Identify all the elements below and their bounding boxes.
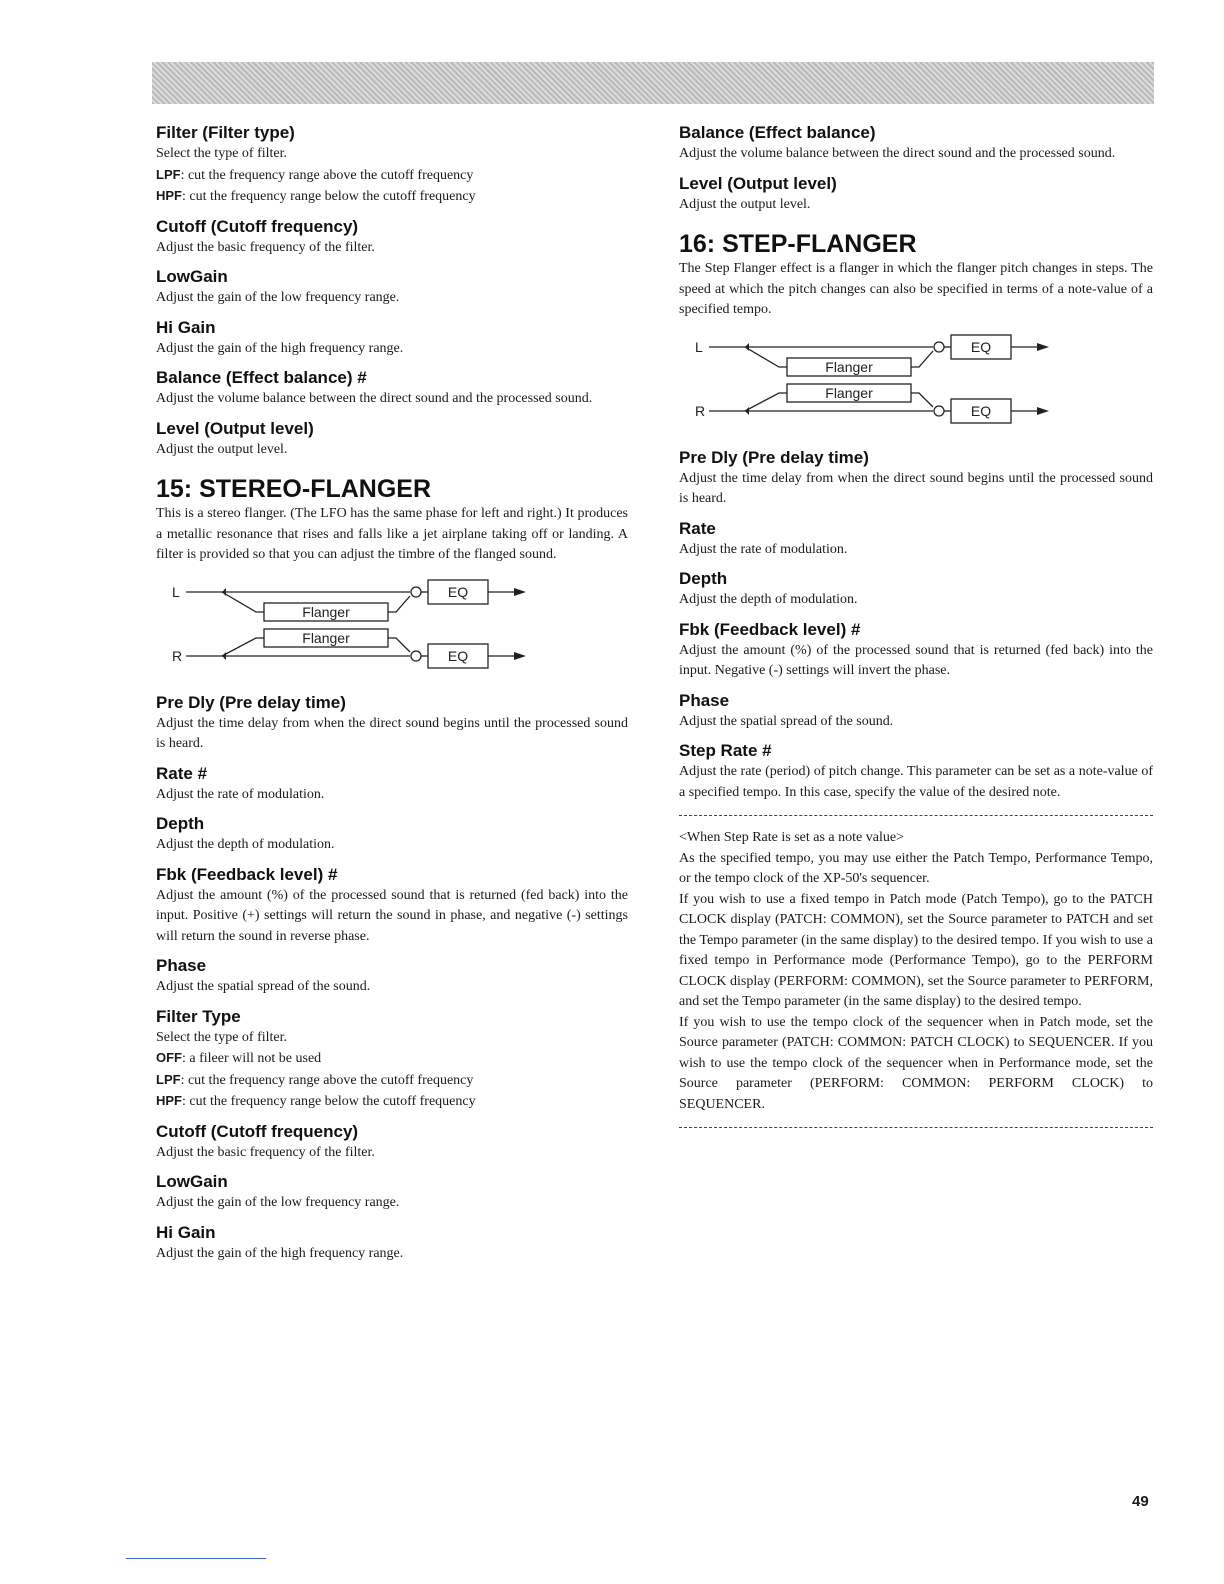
predly-heading: Pre Dly (Pre delay time): [156, 692, 346, 712]
depth-description: Adjust the depth of modulation.: [156, 837, 335, 852]
filter-lpf-line: LPF: cut the frequency range above the cutoff frequency: [156, 166, 474, 183]
note-divider-top: [679, 815, 1153, 816]
section-16-title: 16: STEP-FLANGER: [679, 230, 917, 258]
phase-heading: Phase: [156, 956, 207, 975]
fbk-description: Adjust the amount (%) of the processed sound that is returned (fed back) into the input. Negative (-) settings will invert the phase.: [679, 642, 1153, 678]
eq-label: EQ: [970, 402, 992, 419]
left-column: [156, 122, 628, 1264]
filter-type-heading: Filter Type: [156, 1006, 241, 1026]
predly-heading: Pre Dly (Pre delay time): [679, 447, 869, 467]
lowgain2-heading: LowGain: [156, 1172, 228, 1191]
filter-type-lpf-line: LPF: cut the frequency range above the cutoff frequency: [156, 1071, 474, 1088]
higain2-heading: Hi Gain: [156, 1222, 216, 1242]
level-heading: Level (Output level): [156, 418, 314, 438]
cutoff2-heading: Cutoff (Cutoff frequency): [156, 1121, 359, 1141]
depth-description: Adjust the depth of modulation.: [679, 592, 858, 607]
balance-heading: Balance (Effect balance) #: [156, 368, 367, 387]
depth-heading: Depth: [679, 569, 728, 588]
diagram-label-r: R: [172, 647, 183, 664]
higain2-description: Adjust the gain of the high frequency range.: [156, 1245, 404, 1261]
lowgain2-description: Adjust the gain of the low frequency range.: [156, 1195, 400, 1210]
higain-heading: Hi Gain: [156, 317, 216, 337]
rate-description: Adjust the rate of modulation.: [156, 786, 325, 802]
filter-type-off-line: OFF: a fileer will not be used: [156, 1050, 322, 1066]
filter-type-hpf-line: HPF: cut the frequency range below the cutoff frequency: [156, 1093, 476, 1109]
note-heading: <When Step Rate is set as a note value>: [679, 830, 904, 845]
predly-description: Adjust the time delay from when the direct sound begins until the processed sound is heard.: [679, 470, 1153, 506]
header-banner: [152, 62, 1154, 104]
arrow-icon: [514, 652, 526, 660]
arrow-icon: [514, 588, 526, 596]
step-rate-description: Adjust the rate (period) of pitch change. This parameter can be set as a note-value of a specified tempo. In this case, specify the value of the desired note.: [679, 764, 1153, 800]
rate-heading: Rate #: [156, 763, 208, 783]
note-paragraph-2: If you wish to use a fixed tempo in Patch mode (Patch Tempo), go to the PATCH CLOCK display (PATCH: COMMON), set the Source parameter to PATCH and set the Tempo parameter (in the same display) to the desired tempo. If you wish to use a fixed tempo in Performance mode (Performance Tempo), go to the PERFORM CLOCK display (PERFORM: COMMON), set the Source parameter to PERFORM, and set the Tempo parameter (in the same display) to the desired tempo.: [679, 891, 1153, 1009]
section-15-description: This is a stereo flanger. (The LFO has the same phase for left and right.) It produces a metallic resonance that rises and falls like a jet airplane taking off or landing. A filter is provided so that you can adjust the timbre of the flanged sound.: [156, 506, 628, 562]
rate-heading: Rate: [679, 518, 716, 538]
flanger-label: Flanger: [825, 384, 873, 401]
level-heading: Level (Output level): [679, 173, 837, 193]
note-divider-bottom: [679, 1127, 1153, 1128]
step-flanger-diagram: [679, 329, 1153, 441]
cutoff-description: Adjust the basic frequency of the filter.: [156, 239, 375, 255]
fbk-heading: Fbk (Feedback level) #: [679, 619, 861, 639]
lowgain-description: Adjust the gain of the low frequency range.: [156, 290, 400, 305]
level-description: Adjust the output level.: [679, 196, 811, 212]
diagram-label-r: R: [695, 402, 706, 419]
level-description: Adjust the output level.: [156, 441, 288, 457]
predly-description: Adjust the time delay from when the direct sound begins until the processed sound is heard.: [156, 715, 628, 751]
arrow-icon: [1037, 407, 1049, 415]
phase-heading: Phase: [679, 690, 730, 710]
diagram-label-l: L: [695, 338, 703, 355]
fbk-description: Adjust the amount (%) of the processed sound that is returned (fed back) into the input. Positive (+) settings will return the sound in phase, and negative (-) settings will return the sound in reverse phase.: [156, 887, 628, 944]
footer-rule: [126, 1558, 266, 1559]
filter-heading: Filter (Filter type): [156, 123, 295, 142]
flanger-label: Flanger: [302, 629, 350, 646]
right-column: [679, 122, 1153, 1140]
depth-heading: Depth: [156, 814, 205, 833]
step-rate-heading: Step Rate #: [679, 741, 772, 760]
cutoff2-description: Adjust the basic frequency of the filter.: [156, 1144, 375, 1160]
note-paragraph-1: As the specified tempo, you may use either the Patch Tempo, Performance Tempo, or the tempo clock of the XP-50's sequencer.: [679, 850, 1153, 886]
cutoff-heading: Cutoff (Cutoff frequency): [156, 216, 359, 236]
filter-type-description: Select the type of filter.: [156, 1029, 288, 1045]
diagram-label-l: L: [172, 583, 180, 600]
balance-description: Adjust the volume balance between the direct sound and the processed sound.: [679, 146, 1116, 161]
arrow-icon: [1037, 343, 1049, 351]
rate-description: Adjust the rate of modulation.: [679, 541, 848, 557]
note-paragraph-3: If you wish to use the tempo clock of the sequencer when in Patch mode, set the Source parameter (PATCH: COMMON: PATCH CLOCK) to SEQUENCER. If you wish to use the tempo clock of the sequencer when in Performance mode, set the Source parameter (PERFORM: COMMON: PERFORM CLOCK) to SEQUENCER.: [679, 1014, 1153, 1112]
page-number: 49: [1132, 1493, 1149, 1510]
flanger-label: Flanger: [825, 358, 873, 375]
phase-description: Adjust the spatial spread of the sound.: [679, 713, 894, 729]
balance-heading: Balance (Effect balance): [679, 123, 876, 142]
fbk-heading: Fbk (Feedback level) #: [156, 864, 338, 884]
eq-label: EQ: [447, 647, 469, 664]
section-16-description: The Step Flanger effect is a flanger in which the flanger pitch changes in steps. The speed at which the pitch changes can also be specified in terms of a note-value of a specified tempo.: [679, 261, 1153, 317]
balance-description: Adjust the volume balance between the direct sound and the processed sound.: [156, 391, 593, 406]
filter-hpf-line: HPF: cut the frequency range below the cutoff frequency: [156, 188, 476, 204]
higain-description: Adjust the gain of the high frequency range.: [156, 340, 404, 356]
phase-description: Adjust the spatial spread of the sound.: [156, 979, 371, 994]
eq-label: EQ: [447, 583, 469, 600]
section-15-title: 15: STEREO-FLANGER: [156, 475, 432, 503]
flanger-label: Flanger: [302, 603, 350, 620]
lowgain-heading: LowGain: [156, 267, 228, 286]
filter-description: Select the type of filter.: [156, 146, 288, 161]
stereo-flanger-diagram: [156, 574, 628, 686]
eq-label: EQ: [970, 338, 992, 355]
